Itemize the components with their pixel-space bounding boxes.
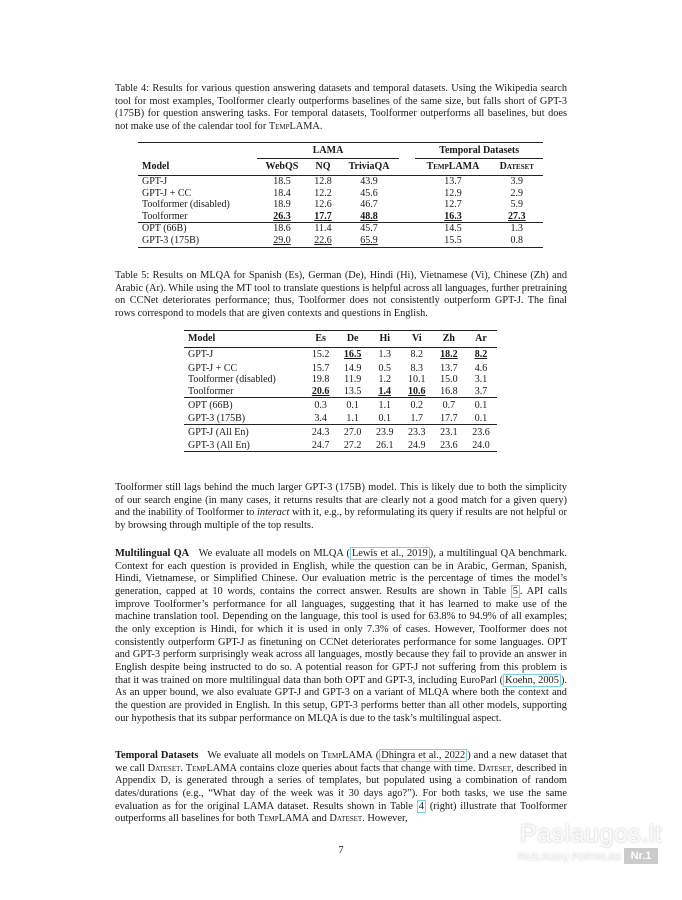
watermark-title: Paslaugos.lt: [520, 820, 663, 848]
value-text: 17.7: [314, 210, 332, 222]
value-cell: [307, 211, 339, 223]
value-text: 22.6: [314, 234, 332, 246]
citation-dhingra[interactable]: Dhingra et al., 2022: [381, 750, 466, 761]
value-text: 18.2: [440, 349, 458, 361]
value-cell: [339, 235, 400, 247]
value-cell: 0.1: [346, 399, 359, 411]
value-cell: 15.5: [444, 234, 462, 246]
value-cell: [307, 235, 339, 247]
table-row: [138, 211, 543, 223]
model-name-cell: Toolformer: [188, 385, 234, 397]
value-cell: 4.6: [474, 362, 488, 374]
value-cell: 24.7: [311, 439, 330, 451]
value-cell: 45.7: [360, 223, 378, 235]
table-row: [138, 223, 543, 235]
model-name-cell: OPT (66B): [142, 223, 187, 235]
value-cell: 12.2: [314, 187, 332, 199]
model-name-cell: OPT (66B): [188, 399, 233, 411]
value-cell: 24.9: [408, 439, 426, 451]
value-cell: 12.9: [444, 187, 462, 199]
table4-caption: Table 4: Results for various question answering datasets and temporal datasets. Using the Wikipedia search tool for most examples, Toolformer clearly outperforms baselines of the same size, but falls short of GPT-3 (175B) for question answering tasks. For temporal datasets, Toolformer outperforms all baselines, but does not make use of the calendar tool for TempLAMA.: [115, 83, 567, 132]
value-cell: 18.9: [273, 199, 291, 211]
table4-col-templama: TempLAMA: [426, 161, 480, 173]
value-cell: 23.1: [440, 426, 458, 438]
value-cell: 18.5: [273, 176, 291, 187]
table5-column-header: De: [346, 333, 359, 345]
table4-col-triviaqa: TriviaQA: [348, 161, 390, 173]
spacer-cell: [399, 199, 415, 211]
value-cell: 3.9: [510, 176, 524, 187]
value-text: 8.2: [474, 349, 488, 361]
value-cell: 27.2: [343, 439, 362, 451]
citation-koehn[interactable]: Koehn, 2005: [505, 674, 559, 686]
table-row: [184, 440, 497, 452]
table-row: [184, 425, 497, 440]
spacer-cell: [399, 211, 415, 223]
table5-reference-link[interactable]: 5: [512, 585, 518, 597]
value-cell: 0.1: [474, 399, 488, 411]
value-cell: 18.6: [273, 223, 291, 235]
spacer-cell: [399, 223, 415, 235]
value-cell: 0.7: [442, 399, 456, 411]
value-cell: 0.1: [474, 412, 488, 424]
value-cell: 0.3: [314, 399, 327, 411]
value-cell: [401, 386, 433, 398]
value-text: 16.3: [444, 210, 462, 222]
value-text: 27.3: [508, 210, 526, 222]
value-cell: 27.0: [343, 426, 362, 438]
table-row: [138, 235, 543, 247]
table5-column-header: Hi: [379, 333, 391, 345]
value-text: 26.3: [273, 210, 291, 222]
emphasis-text: interact: [257, 507, 290, 519]
value-cell: 12.7: [444, 199, 462, 211]
value-cell: [257, 211, 308, 223]
value-cell: 1.1: [378, 399, 391, 411]
value-cell: 23.3: [408, 426, 426, 438]
value-cell: 1.3: [378, 349, 391, 361]
value-cell: 15.7: [311, 362, 330, 374]
value-cell: 8.3: [410, 362, 424, 374]
value-text: 10.6: [408, 385, 426, 397]
table4: [138, 142, 543, 248]
value-cell: [491, 211, 543, 223]
table4-reference-link[interactable]: 4: [418, 800, 424, 812]
table-row: [184, 363, 497, 375]
table-row: [138, 188, 543, 200]
value-cell: 2.9: [510, 187, 524, 199]
value-cell: 24.0: [472, 439, 490, 451]
model-name-cell: Toolformer (disabled): [188, 374, 276, 386]
value-cell: 23.6: [472, 426, 490, 438]
value-cell: [339, 211, 400, 223]
value-cell: 0.5: [378, 362, 391, 374]
value-cell: 23.6: [440, 439, 458, 451]
table4-col-webqs: WebQS: [265, 161, 299, 173]
table5: [184, 330, 497, 452]
table4-group-temporal: Temporal Datasets: [415, 143, 543, 159]
value-cell: [465, 348, 497, 363]
value-cell: 16.8: [440, 385, 458, 397]
watermark-badge: Nr.1: [624, 848, 658, 864]
table5-column-header: Zh: [442, 333, 455, 345]
value-cell: 13.7: [444, 176, 462, 187]
value-cell: 0.1: [378, 412, 391, 424]
table5-caption: Table 5: Results on MLQA for Spanish (Es), German (De), Hindi (Hi), Vietnamese (Vi), Chinese (Zh) and Arabic (Ar). While using the MT tool to translate questions is helpful across all languages, further pretraining on CCNet deteriorates performance; thus, Toolformer does not consistently outperform GPT-J. The final rows correspond to models that are given contexts and questions in English.: [115, 270, 567, 319]
spacer-cell: [399, 235, 415, 247]
table-row: [184, 398, 497, 413]
paragraph-multilingual-qa: Multilingual QA We evaluate all models on MLQA ( Lewis et al., 2019 ), a multilingual QA benchmark. Context for each question is provided in English, while the question can be in Arabic, German, Spanish, Hindi, Vietnamese, or Simplified Chinese. Our evaluation metric is the percentage of times the model’s generation, capped at 10 words, contains the correct answer. Results are shown in Table 5 . API calls improve Toolformer’s performance for all languages, suggesting that it has learned to make use of the machine translation tool. Depending on the language, this tool is used for 63.8% to 94.9% of all examples; the only exception is Hindi, for which it is used in only 7.3% of cases. However, Toolformer does not consistently outperform GPT-J as finetuning on CCNet deteriorates performance for some languages. OPT and GPT-3 perform surprisingly weak across all languages, mostly because they fail to provide an answer in English despite being instructed to do so. A potential reason for GPT-J not suffering from this problem is that it was trained on more multilingual data than both OPT and GPT-3, including EuroParl ( Koehn, 2005 ). As an upper bound, we also evaluate GPT-J and GPT-3 on a variant of MLQA where both the context and the question are provided in English. In this setup, GPT-3 performs better than all other models, supporting our hypothesis that its subpar performance on MLQA is due to the task’s multilingual aspect.: [115, 548, 567, 724]
model-name-cell: GPT-J + CC: [188, 362, 238, 374]
value-text: 29.0: [273, 234, 291, 246]
value-text: 1.4: [378, 385, 391, 397]
model-name-cell: GPT-J: [142, 176, 168, 187]
table5-column-header: Es: [315, 333, 326, 345]
citation-lewis[interactable]: Lewis et al., 2019: [351, 548, 428, 559]
value-cell: 1.2: [378, 374, 391, 386]
value-cell: 26.1: [375, 439, 394, 451]
spacer-cell: [399, 176, 415, 188]
value-cell: 5.9: [510, 199, 524, 211]
model-name-cell: GPT-J: [188, 349, 214, 361]
value-cell: 45.6: [360, 187, 378, 199]
value-cell: 24.3: [311, 426, 330, 438]
table-row: [184, 374, 497, 386]
table-row: [138, 176, 543, 188]
value-cell: 11.4: [314, 223, 332, 235]
value-cell: 3.1: [474, 374, 488, 386]
table-row: [184, 413, 497, 425]
value-text: 20.6: [311, 385, 330, 397]
table5-column-header: Vi: [411, 333, 422, 345]
table4-col-dateset: Dateset: [499, 161, 534, 173]
value-cell: 18.4: [273, 187, 291, 199]
table-row: [138, 199, 543, 211]
table-row: [184, 348, 497, 363]
value-cell: 1.3: [510, 223, 524, 235]
table4-group-lama: LAMA: [257, 143, 400, 159]
value-cell: [369, 386, 401, 398]
table4-col-nq: NQ: [315, 161, 331, 173]
value-cell: 15.2: [311, 349, 330, 361]
model-name-cell: GPT-3 (All En): [188, 439, 250, 451]
value-cell: [257, 235, 308, 247]
value-cell: 14.9: [343, 362, 362, 374]
page-number: 7: [338, 845, 344, 856]
value-cell: 23.9: [375, 426, 394, 438]
paragraph-temporal-datasets: Temporal Datasets We evaluate all models on TempLAMA ( Dhingra et al., 2022 ) and a new dataset that we call Dateset. TempLAMA contains cloze queries about facts that change with time. Dateset, described in Appendix D, is generated through a series of templates, but populated using a combination of random dates/durations (e.g., “What day of the week was it 30 days ago?”). For both tasks, we use the same evaluation as for the original LAMA dataset. Results shown in Table 4 (right) illustrate that Toolformer outperforms all baselines for both TempLAMA and Dateset. However,: [115, 750, 567, 825]
value-cell: [433, 348, 465, 363]
value-text: 16.5: [343, 349, 362, 361]
value-cell: 1.7: [410, 412, 424, 424]
model-name-cell: GPT-3 (175B): [188, 412, 246, 424]
table-row: [184, 386, 497, 398]
paragraph-toolformer-lags: Toolformer still lags behind the much larger GPT-3 (175B) model. This is likely due to both the simplicity of our search engine (in many cases, it returns results that are clearly not a good match for a given query) and the inability of Toolformer to interact with it, e.g., by reformulating its query if results are not helpful or by browsing through multiple of the top results.: [115, 482, 567, 531]
value-cell: 13.7: [440, 362, 458, 374]
value-cell: 43.9: [360, 176, 378, 187]
table4-col-model: Model: [142, 160, 170, 172]
value-cell: 11.9: [344, 374, 362, 386]
value-text: 65.9: [360, 234, 378, 246]
value-cell: 12.6: [314, 199, 332, 211]
temporal-datasets-heading: Temporal Datasets: [115, 750, 199, 761]
value-cell: 13.5: [343, 385, 362, 397]
value-cell: [337, 348, 369, 363]
value-cell: 0.8: [510, 234, 524, 246]
value-cell: 14.5: [444, 223, 462, 235]
model-name-cell: Toolformer (disabled): [142, 199, 230, 211]
model-name-cell: Toolformer: [142, 210, 188, 222]
table5-column-header: Model: [188, 333, 216, 345]
value-cell: 8.2: [410, 349, 424, 361]
value-cell: 0.2: [410, 399, 424, 411]
table5-column-header: Ar: [475, 333, 487, 345]
model-name-cell: GPT-J + CC: [142, 187, 192, 199]
value-cell: 17.7: [440, 412, 458, 424]
value-cell: 12.8: [314, 176, 332, 187]
value-cell: 19.8: [311, 374, 330, 386]
watermark-subtitle: PASLAUGŲ PORTALAS: [518, 852, 622, 862]
spacer-cell: [399, 188, 415, 200]
model-name-cell: GPT-3 (175B): [142, 234, 200, 246]
multilingual-qa-heading: Multilingual QA: [115, 548, 190, 559]
model-name-cell: GPT-J (All En): [188, 426, 249, 438]
value-cell: [305, 386, 337, 398]
value-text: 48.8: [360, 210, 378, 222]
value-cell: 10.1: [408, 374, 426, 386]
value-cell: 3.4: [314, 412, 327, 424]
value-cell: 46.7: [360, 199, 378, 211]
value-cell: [415, 211, 490, 223]
value-cell: 1.1: [346, 412, 359, 424]
watermark-logo: [516, 820, 663, 876]
value-cell: 15.0: [440, 374, 458, 386]
value-cell: 3.7: [474, 385, 488, 397]
